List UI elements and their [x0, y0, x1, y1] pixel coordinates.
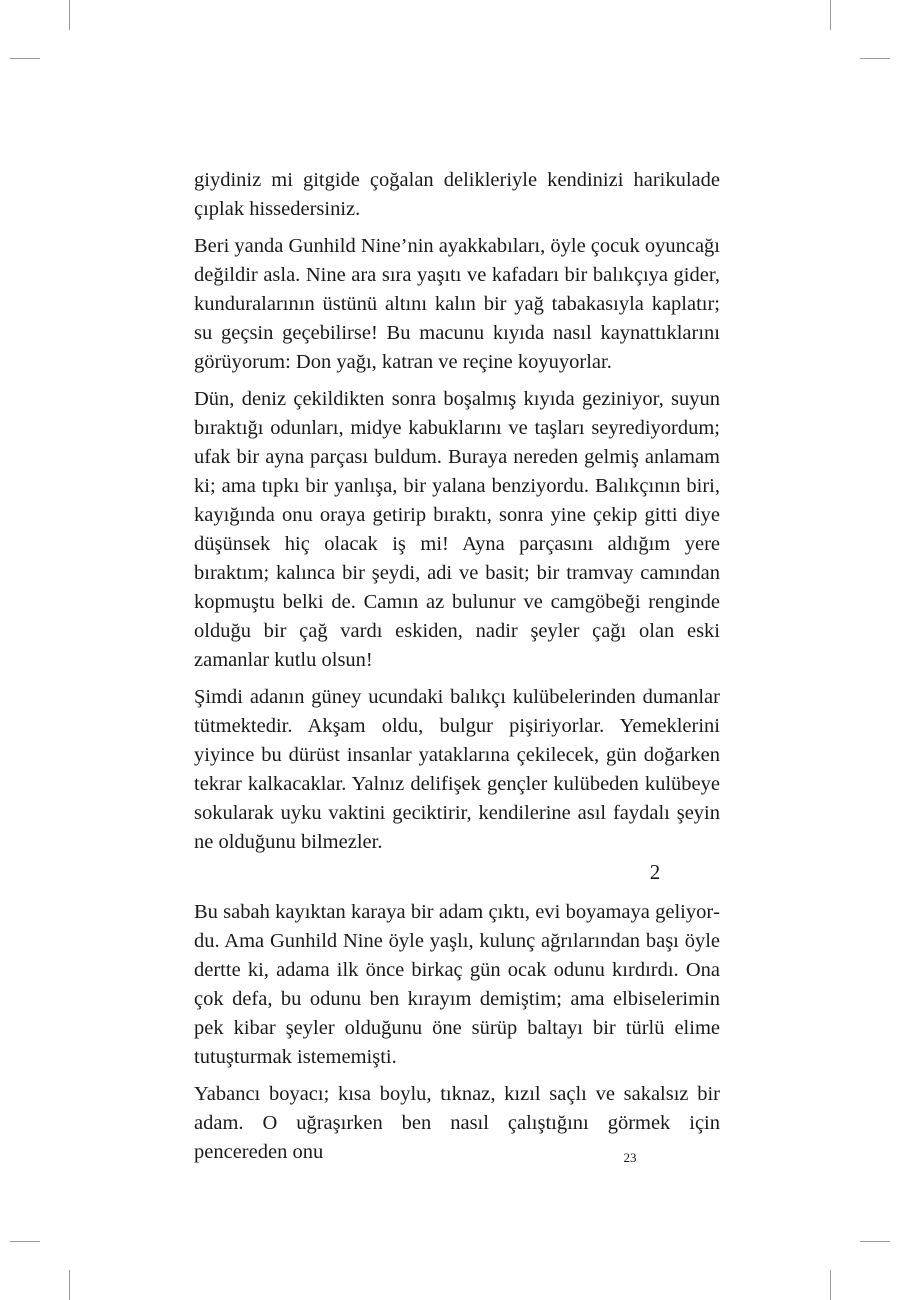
crop-mark-top-right [830, 0, 831, 30]
paragraph: Beri yanda Gunhild Nine’nin ayakkabıları, öyle çocuk oyuncağı değildir asla. Nine ara sıra yaşıtı ve kafadarı bir balıkçıya gider, kunduralarının üstünü altını kalın bir yağ tabakasıyla kaplatır; su geçsin geçebilirse! Bu macunu kıyıda nasıl kaynattıklarını görüyorum: Don yağı, katran ve reçine koyuyorlar. [194, 235, 721, 373]
section-number: 2 [649, 860, 661, 884]
paragraph: Bu sabah kayıktan karaya bir adam çıktı, evi boyamaya geliyordu. Ama Gunhild Nine öyle yaşlı, kulunç ağrılarından başı öyle dertte ki, adama ilk önce birkaç gün ocak odunu kırdırdı. Ona çok defa, bu odunu ben kırayım demiştim; ama elbiselerimin pek kibar şeyler olduğunu öne sürüp baltayı bir türlü elime tutuşturmak istememişti. [194, 901, 720, 1068]
paragraph: Şimdi adanın güney ucundaki balıkçı kulübelerinden dumanlar tütmektedir. Akşam oldu, bulgur pişiriyorlar. Yemeklerini yiyince bu dürüst insanlar yataklarına çekilecek, gün doğarken tekrar kalkacaklar. Yalnız delifişek gençler kulübeden kulübeye sokularak uyku vaktini geciktirir, kendilerine asıl faydalı şeyin ne olduğunu bilmezler. [194, 686, 720, 853]
crop-mark-left-bottom [10, 1241, 40, 1242]
crop-mark-bottom-left [69, 1270, 70, 1300]
crop-mark-top-left [69, 0, 70, 30]
paragraph: Dün, deniz çekildikten sonra boşalmış kıyıda geziniyor, suyun bıraktığı odunları, midye kabuklarını ve taşları seyrediyordum; ufak bir ayna parçası buldum. Buraya nereden gelmiş anlamam ki; ama tıpkı bir yanlışa, bir yalana benziyordu. Balıkçının biri, kayığında onu oraya getirip bıraktı, sonra yine çekip gitti diye düşünsek hiç olacak iş mi! Ayna parçasını aldığım yere bıraktım; kalınca bir şeydi, adi ve basit; bir tramvay camından kopmuştu belki de. Camın az bulunur ve camgöbeği renginde olduğu bir çağ vardı eskiden, nadir şeyler çağı olan eski zamanlar kutlu olsun! [194, 388, 720, 671]
crop-mark-right-top [860, 58, 890, 59]
paragraph: Yabancı boyacı; kısa boylu, tıknaz, kızıl saçlı ve sakalsız bir adam. O uğraşırken ben nasıl çalıştığını görmek için pencereden onu [194, 1083, 720, 1163]
page-number: 23 [623, 1150, 637, 1165]
paragraph: giydiniz mi gitgide çoğalan delikleriyle kendinizi harikulade çıplak hissedersiniz. [194, 169, 720, 220]
section-b-body [194, 898, 720, 1175]
crop-mark-bottom-right [830, 1270, 831, 1300]
crop-mark-right-bottom [860, 1241, 890, 1242]
section-a-body [194, 166, 720, 865]
crop-mark-left-top [10, 58, 40, 59]
